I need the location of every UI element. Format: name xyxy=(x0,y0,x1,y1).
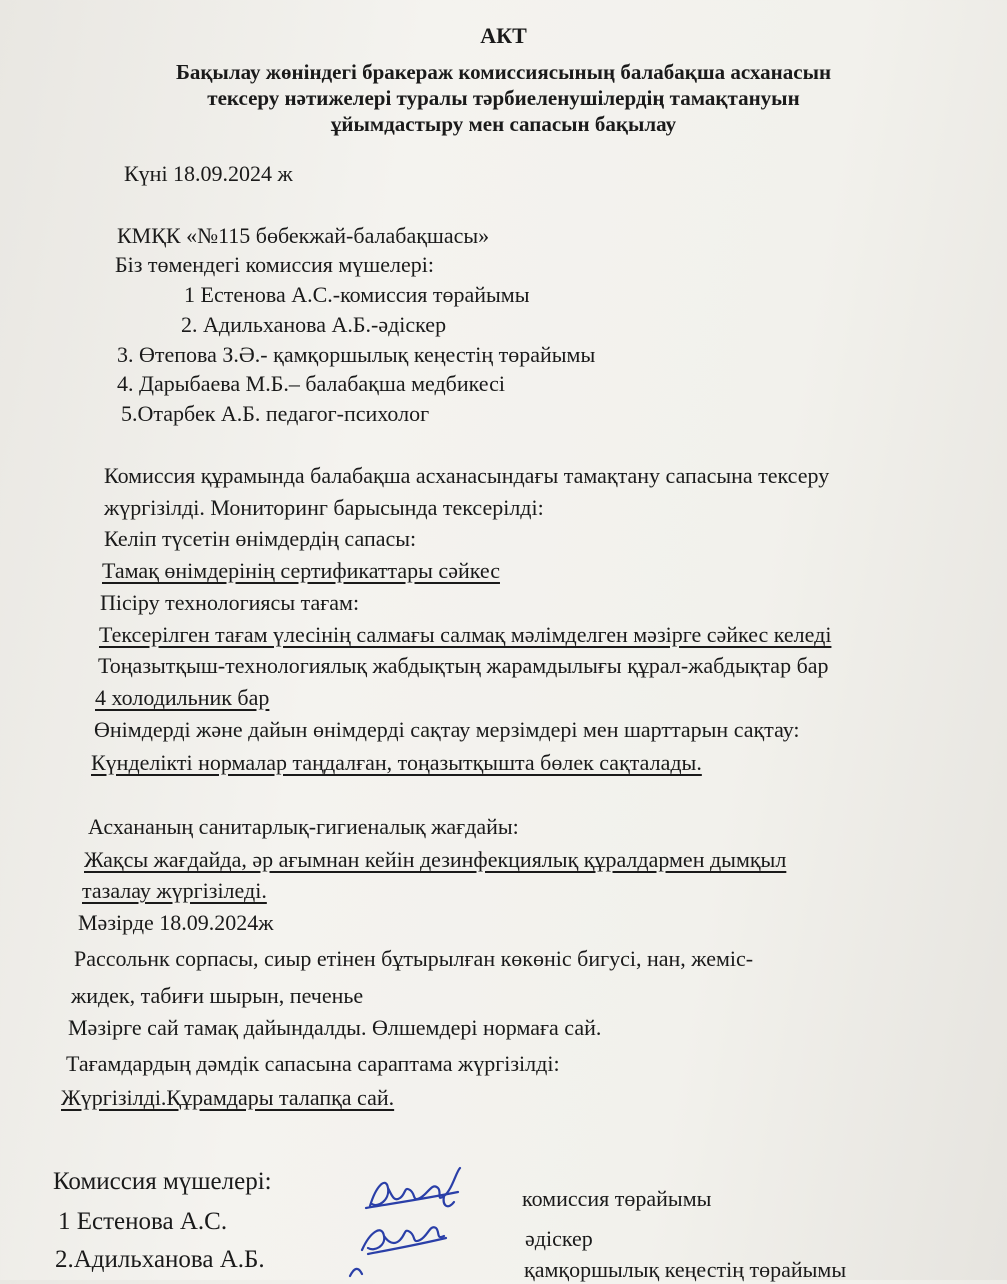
member-item: 4. Дарыбаева М.Б.– балабақша медбикесі xyxy=(117,371,505,396)
doc-subtitle-1: Бақылау жөніндегі бракераж комиссиясының балабақша асханасын xyxy=(175,60,832,84)
doc-subtitle-2: тексеру нәтижелері туралы тәрбиеленушілердің тамақтануын xyxy=(207,86,800,110)
check-question: Асхананың санитарлық-гигиеналық жағдайы: xyxy=(88,814,519,839)
check-question: Келіп түсетін өнімдердің сапасы: xyxy=(104,526,417,551)
members-intro: Біз төмендегі комиссия мүшелері: xyxy=(115,252,434,277)
menu-date: Мәзірде 18.09.2024ж xyxy=(78,910,274,935)
check-question: Тоңазытқыш-технологиялық жабдықтың жарамдылығы құрал-жабдықтар бар xyxy=(98,653,829,678)
check-question: Өнімдерді және дайын өнімдерді сақтау мерзімдері мен шарттарын сақтау: xyxy=(94,717,800,742)
menu-items: жидек, табиғи шырын, печенье xyxy=(71,983,364,1008)
check-answer: Күнделікті нормалар таңдалған, тоңазытқышта бөлек сақталады. xyxy=(91,750,702,775)
body-intro-1: Комиссия құрамында балабақша асханасындағы тамақтану сапасына тексеру xyxy=(104,463,830,488)
check-answer: Тамақ өнімдерінің сертификаттары сәйкес xyxy=(102,558,500,583)
check-question: Пісіру технологиясы тағам: xyxy=(100,590,360,615)
organization-name: КМҚК «№115 бөбекжай-балабақшасы» xyxy=(117,223,490,248)
signature-member-name: 1 Естенова А.С. xyxy=(58,1208,228,1235)
signature-role: комиссия төрайымы xyxy=(522,1186,712,1211)
check-answer: 4 холодильник бар xyxy=(95,685,270,710)
signatures-heading: Комиссия мүшелері: xyxy=(53,1168,272,1195)
check-question: Тағамдардың дәмдік сапасына сараптама жүргізілді: xyxy=(66,1051,560,1076)
signature-role: қамқоршылық кеңестің төрайымы xyxy=(524,1257,847,1282)
check-answer: Жақсы жағдайда, әр ағымнан кейін дезинфекциялық құралдармен дымқыл xyxy=(84,847,787,872)
menu-note: Мәзірге сай тамақ дайындалды. Өлшемдері нормаға сай. xyxy=(68,1015,602,1040)
check-answer: Жүргізілді.Құрамдары талапқа сай. xyxy=(61,1085,395,1110)
date-line: Күні 18.09.2024 ж xyxy=(124,161,293,186)
doc-subtitle-3: ұйымдастыру мен сапасын бақылау xyxy=(330,112,677,136)
member-item: 3. Өтепова З.Ә.- қамқоршылық кеңестің төрайымы xyxy=(117,342,596,367)
member-item: 2. Адильханова А.Б.-әдіскер xyxy=(181,312,447,337)
handwritten-signature xyxy=(348,1158,478,1280)
member-item: 1 Естенова А.С.-комиссия төрайымы xyxy=(184,282,530,307)
member-item: 5.Отарбек А.Б. педагог-психолог xyxy=(121,401,430,426)
doc-title: АКТ xyxy=(480,23,527,48)
body-intro-2: жүргізілді. Мониторинг барысында тексерілді: xyxy=(104,495,544,520)
check-answer: Тексерілген тағам үлесінің салмағы салмақ мәлімделген мәзірге сәйкес келеді xyxy=(99,622,832,647)
signature-role: әдіскер xyxy=(525,1226,593,1251)
menu-items: Рассольнк сорпасы, сиыр етінен бұтырылған көкөніс бигусі, нан, жеміс- xyxy=(74,946,754,971)
check-answer: тазалау жүргізіледі. xyxy=(82,878,267,903)
signature-member-name: 2.Адильханова А.Б. xyxy=(55,1246,265,1273)
